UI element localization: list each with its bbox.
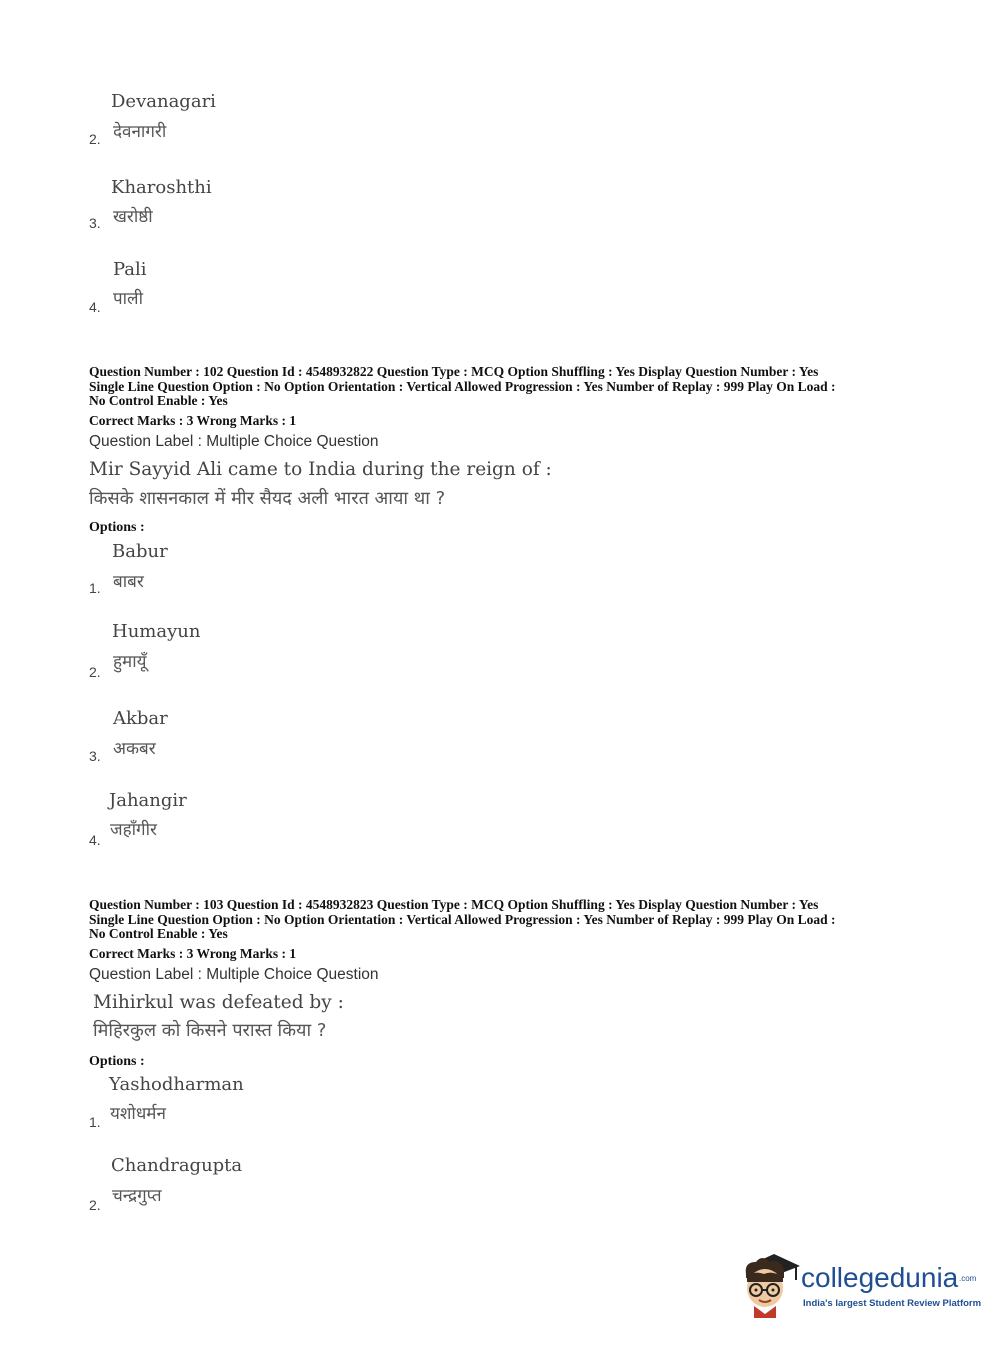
question-meta-line: No Control Enable : Yes bbox=[89, 393, 228, 408]
question-label: Question Label : Multiple Choice Question bbox=[89, 966, 379, 983]
question-marks: Correct Marks : 3 Wrong Marks : 1 bbox=[89, 946, 297, 961]
option-number: 2. bbox=[89, 131, 101, 147]
option-text-en: Pali bbox=[113, 259, 147, 280]
question-text-en: Mir Sayyid Ali came to India during the reign of : bbox=[89, 459, 552, 480]
option-number: 1. bbox=[89, 580, 101, 596]
logo-wordmark: collegedunia bbox=[801, 1262, 959, 1293]
option-number: 2. bbox=[89, 664, 101, 680]
option-number: 2. bbox=[89, 1197, 101, 1213]
question-meta-line: No Control Enable : Yes bbox=[89, 926, 228, 941]
question-marks: Correct Marks : 3 Wrong Marks : 1 bbox=[89, 413, 297, 428]
option-text-hi: पाली bbox=[113, 289, 143, 309]
question-text-hi: किसके शासनकाल में मीर सैयद अली भारत आया था ? bbox=[89, 488, 446, 509]
option-text-hi: देवनागरी bbox=[113, 122, 167, 142]
option-text-hi: चन्द्रगुप्त bbox=[112, 1186, 162, 1206]
option-number: 3. bbox=[89, 748, 101, 764]
option-text-hi: खरोष्ठी bbox=[113, 207, 153, 227]
option-text-hi: हुमायूँ bbox=[113, 652, 147, 672]
option-number: 3. bbox=[89, 215, 101, 231]
question-meta-line: Question Number : 102 Question Id : 4548932822 Question Type : MCQ Option Shuffling : Yes Display Question Number : Yes bbox=[89, 364, 819, 379]
option-text-en: Akbar bbox=[113, 708, 168, 729]
question-meta-line: Single Line Question Option : No Option Orientation : Vertical Allowed Progression : Yes Number of Replay : 999 Play On Load : bbox=[89, 912, 836, 927]
option-number: 4. bbox=[89, 832, 101, 848]
collegedunia-logo[interactable] bbox=[740, 1248, 982, 1318]
option-text-en: Yashodharman bbox=[109, 1074, 244, 1095]
question-text-hi: मिहिरकुल को किसने परास्त किया ? bbox=[93, 1020, 327, 1041]
option-text-en: Jahangir bbox=[109, 790, 187, 811]
option-text-en: Humayun bbox=[112, 621, 201, 642]
option-text-en: Devanagari bbox=[111, 91, 216, 112]
question-label: Question Label : Multiple Choice Question bbox=[89, 433, 379, 450]
question-meta-line: Question Number : 103 Question Id : 4548932823 Question Type : MCQ Option Shuffling : Yes Display Question Number : Yes bbox=[89, 897, 819, 912]
option-number: 4. bbox=[89, 299, 101, 315]
question-text-en: Mihirkul was defeated by : bbox=[93, 992, 344, 1013]
option-text-en: Chandragupta bbox=[111, 1155, 243, 1176]
options-heading: Options : bbox=[89, 520, 145, 535]
option-text-hi: बाबर bbox=[113, 572, 144, 592]
options-heading: Options : bbox=[89, 1054, 145, 1069]
option-text-hi: यशोधर्मन bbox=[110, 1104, 166, 1124]
option-text-en: Babur bbox=[112, 541, 168, 562]
student-mascot-icon bbox=[740, 1248, 800, 1318]
option-text-hi: जहाँगीर bbox=[110, 820, 157, 840]
option-text-hi: अकबर bbox=[113, 739, 156, 759]
option-text-en: Kharoshthi bbox=[111, 177, 212, 198]
option-number: 1. bbox=[89, 1114, 101, 1130]
logo-domain-suffix: .com bbox=[959, 1274, 977, 1283]
logo-tagline: India's largest Student Review Platform bbox=[803, 1298, 982, 1309]
question-meta-line: Single Line Question Option : No Option Orientation : Vertical Allowed Progression : Yes Number of Replay : 999 Play On Load : bbox=[89, 379, 836, 394]
